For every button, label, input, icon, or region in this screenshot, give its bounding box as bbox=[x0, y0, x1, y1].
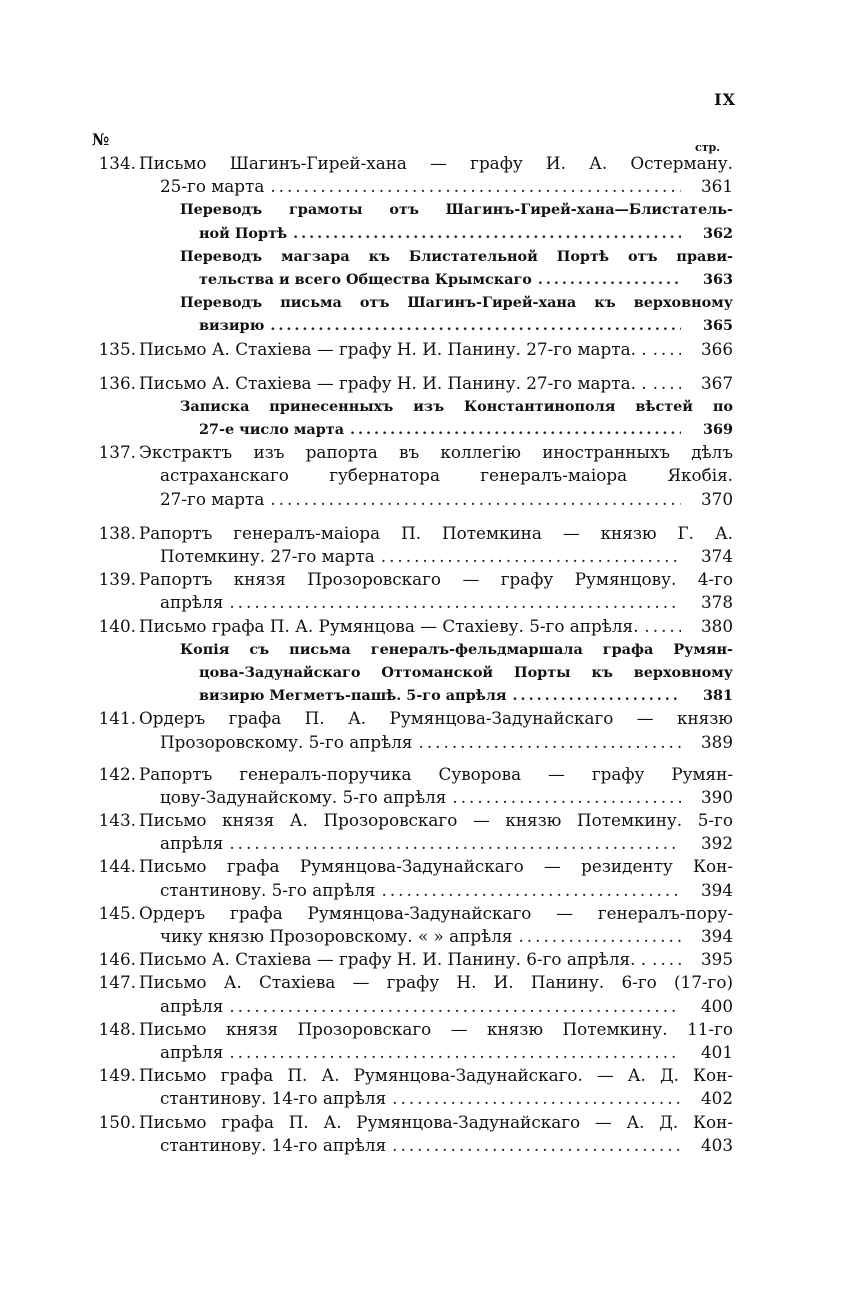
toc-entry bbox=[0, 615, 862, 638]
entry-number: 149. bbox=[98, 1065, 136, 1086]
page-number: 395 bbox=[700, 949, 733, 970]
dot-leader bbox=[229, 832, 681, 855]
toc-line bbox=[0, 1111, 862, 1134]
toc-entry bbox=[0, 948, 862, 971]
toc-subentry bbox=[0, 638, 862, 708]
entry-title-text: визирю Мегметъ-пашѣ. 5-го апрѣля bbox=[199, 687, 507, 705]
toc-line bbox=[0, 1087, 862, 1110]
toc-line bbox=[0, 418, 862, 441]
number-sign-header: № bbox=[92, 130, 110, 149]
toc-line bbox=[0, 464, 862, 487]
entry-title-leader-line bbox=[160, 545, 733, 568]
table-of-contents bbox=[0, 152, 862, 1157]
page-number: 361 bbox=[700, 176, 733, 197]
entry-title-leader-line bbox=[160, 488, 733, 511]
entry-title-text: Письмо Шагинъ-Гирей-хана — графу И. А. Остерману. bbox=[139, 153, 733, 173]
toc-subentry bbox=[0, 291, 862, 337]
entry-title-text: Письмо князя А. Прозоровскаго — князю Потемкину. 5-го bbox=[139, 810, 733, 831]
toc-line bbox=[0, 615, 862, 638]
entry-number: 146. bbox=[98, 949, 136, 970]
dot-leader bbox=[644, 615, 681, 638]
entry-number: 142. bbox=[98, 763, 136, 784]
page-number: 394 bbox=[700, 926, 733, 946]
entry-title-leader-line bbox=[160, 1041, 733, 1064]
entry-title-text: Потемкину. 27-го марта bbox=[160, 546, 375, 566]
entry-title-text: апрѣля bbox=[160, 1041, 224, 1062]
entry-title-text: ной Портѣ bbox=[199, 224, 288, 242]
entry-title-leader-line bbox=[139, 372, 733, 395]
page-number: 369 bbox=[702, 421, 733, 439]
dot-leader bbox=[653, 372, 681, 395]
toc-subentry bbox=[0, 395, 862, 441]
toc-entry bbox=[0, 763, 862, 809]
toc-line bbox=[0, 488, 862, 511]
toc-line bbox=[0, 832, 862, 855]
dot-leader bbox=[350, 418, 681, 441]
toc-line bbox=[0, 971, 862, 994]
entry-title-text: стантинову. 5-го апрѣля bbox=[160, 879, 376, 900]
entry-number: 150. bbox=[98, 1111, 136, 1132]
page-number: 363 bbox=[702, 270, 733, 288]
dot-leader bbox=[652, 948, 681, 971]
entry-title-text: Ордеръ графа П. А. Румянцова-Задунайскаго — князю bbox=[139, 708, 733, 729]
entry-number: 143. bbox=[98, 810, 136, 831]
entry-title-text: Письмо графа Румянцова-Задунайскаго — резиденту Кон- bbox=[139, 856, 733, 877]
entry-number: 145. bbox=[98, 902, 136, 923]
page-number: 389 bbox=[700, 731, 733, 752]
entry-title-leader-line bbox=[139, 948, 733, 971]
entry-title-text: Письмо графа П. А. Румянцова-Задунайскаго. — А. Д. Кон- bbox=[139, 1065, 733, 1086]
entry-title-leader-line bbox=[160, 1134, 733, 1157]
entry-number: 140. bbox=[98, 615, 136, 636]
entry-number: 148. bbox=[98, 1018, 136, 1039]
toc-line bbox=[0, 855, 862, 878]
page-number: 370 bbox=[700, 488, 733, 509]
entry-title-text: 27-е число марта bbox=[199, 421, 345, 439]
toc-line bbox=[0, 291, 862, 314]
entry-number: 144. bbox=[98, 856, 136, 877]
toc-line bbox=[0, 763, 862, 786]
toc-line bbox=[0, 995, 862, 1018]
toc-entry bbox=[0, 971, 862, 1017]
toc-line bbox=[0, 902, 862, 925]
dot-leader bbox=[392, 1134, 681, 1157]
entry-title-leader-line bbox=[160, 591, 733, 614]
entry-title-text: цова-Задунайскаго Оттоманской Порты къ верховному bbox=[199, 663, 733, 681]
entry-title-text: Письмо А. Стахіева — графу Н. И. Панину. 6-го апрѣля. . bbox=[139, 949, 647, 970]
entry-number: 141. bbox=[98, 708, 136, 729]
entry-title-text: Переводъ магзара къ Блистательной Портѣ отъ прави- bbox=[180, 247, 733, 265]
entry-number: 135. bbox=[98, 338, 136, 359]
entry-title-text: цову-Задунайскому. 5-го апрѣля bbox=[160, 786, 447, 807]
entry-title-text: апрѣля bbox=[160, 833, 224, 854]
toc-line bbox=[0, 925, 862, 948]
dot-leader bbox=[382, 879, 682, 902]
toc-subentry bbox=[0, 245, 862, 291]
toc-line bbox=[0, 395, 862, 418]
entry-title-text: Переводъ письма отъ Шагинъ-Гирей-хана къ верховному bbox=[180, 294, 733, 312]
entry-title-leader-line bbox=[160, 879, 733, 902]
toc-entry bbox=[0, 1111, 862, 1157]
toc-line bbox=[0, 1064, 862, 1087]
dot-leader bbox=[419, 731, 682, 754]
page-column-label: стр. bbox=[695, 141, 721, 154]
entry-title-text: Письмо графа П. А. Румянцова — Стахіеву. 5-го апрѣля. bbox=[139, 615, 639, 636]
toc-line bbox=[0, 879, 862, 902]
entry-number: 134. bbox=[98, 153, 136, 173]
toc-line bbox=[0, 707, 862, 730]
toc-entry bbox=[0, 372, 862, 395]
dot-leader bbox=[270, 488, 681, 511]
toc-line bbox=[0, 245, 862, 268]
entry-title-leader-line bbox=[199, 684, 733, 707]
page-number: 366 bbox=[700, 338, 733, 359]
entry-title-leader-line bbox=[160, 731, 733, 754]
page-number: 380 bbox=[700, 615, 733, 636]
toc-entry bbox=[0, 707, 862, 753]
toc-line bbox=[0, 545, 862, 568]
toc-line bbox=[0, 152, 862, 175]
entry-title-leader-line bbox=[160, 925, 733, 948]
page-number: 378 bbox=[700, 592, 733, 613]
page-number: 362 bbox=[702, 224, 733, 242]
entry-title-leader-line bbox=[160, 175, 733, 198]
entry-title-text: визирю bbox=[199, 317, 265, 335]
page-number: 367 bbox=[700, 372, 733, 393]
entry-title-text: Письмо графа П. А. Румянцова-Задунайскаго — А. Д. Кон- bbox=[139, 1111, 733, 1132]
entry-title-text: Записка принесенныхъ изъ Константинополя вѣстей по bbox=[180, 397, 733, 415]
page-number: 390 bbox=[700, 786, 733, 807]
entry-title-leader-line bbox=[199, 314, 733, 337]
toc-entry bbox=[0, 522, 862, 568]
entry-title-text: стантинову. 14-го апрѣля bbox=[160, 1088, 387, 1109]
page-number: 381 bbox=[702, 687, 733, 705]
toc-line bbox=[0, 268, 862, 291]
entry-title-text: Письмо А. Стахіева — графу Н. И. Панину. 6-го (17-го) bbox=[139, 972, 733, 993]
toc-line bbox=[0, 314, 862, 337]
entry-title-text: Переводъ грамоты отъ Шагинъ-Гирей-хана—Блистатель- bbox=[180, 201, 733, 219]
toc-line bbox=[0, 1041, 862, 1064]
page-number-roman: IX bbox=[714, 90, 736, 109]
page-number: 402 bbox=[700, 1088, 733, 1109]
entry-number: 147. bbox=[98, 972, 136, 993]
dot-leader bbox=[229, 591, 681, 614]
toc-line bbox=[0, 522, 862, 545]
toc-line bbox=[0, 1018, 862, 1041]
toc-entry bbox=[0, 809, 862, 855]
entry-title-text: Рапортъ генералъ-поручика Суворова — графу Румян- bbox=[139, 763, 733, 784]
entry-title-leader-line bbox=[160, 786, 733, 809]
toc-line bbox=[0, 661, 862, 684]
toc-line bbox=[0, 591, 862, 614]
dot-leader bbox=[653, 338, 681, 361]
toc-entry bbox=[0, 152, 862, 198]
entry-title-leader-line bbox=[139, 615, 733, 638]
entry-title-text: Рапортъ князя Прозоровскаго — графу Румянцову. 4-го bbox=[139, 569, 733, 590]
entry-title-leader-line bbox=[199, 268, 733, 291]
entry-number: 137. bbox=[98, 442, 136, 463]
toc-line bbox=[0, 684, 862, 707]
toc-line bbox=[0, 372, 862, 395]
page-number: 400 bbox=[700, 995, 733, 1016]
entry-title-text: Копія съ письма генералъ-фельдмаршала графа Румян- bbox=[180, 640, 733, 658]
entry-title-leader-line bbox=[160, 1087, 733, 1110]
toc-line bbox=[0, 786, 862, 809]
dot-leader bbox=[518, 925, 681, 948]
entry-title-text: Экстрактъ изъ рапорта въ коллегію иностранныхъ дѣлъ bbox=[139, 442, 733, 463]
page-number: 403 bbox=[700, 1134, 733, 1155]
dot-leader bbox=[270, 314, 681, 337]
toc-line bbox=[0, 1134, 862, 1157]
toc-entry bbox=[0, 568, 862, 614]
page-number: 394 bbox=[700, 879, 733, 900]
toc-line bbox=[0, 731, 862, 754]
entry-title-text: стантинову. 14-го апрѣля bbox=[160, 1134, 387, 1155]
entry-title-text: 27-го марта bbox=[160, 488, 265, 509]
toc-line bbox=[0, 809, 862, 832]
page-number: 365 bbox=[702, 317, 733, 335]
dot-leader bbox=[513, 684, 681, 707]
entry-title-text: Прозоровскому. 5-го апрѣля bbox=[160, 731, 413, 752]
entry-title-text: 25-го марта bbox=[160, 176, 265, 197]
entry-title-text: Письмо князя Прозоровскаго — князю Потемкину. 11-го bbox=[139, 1018, 733, 1039]
dot-leader bbox=[229, 995, 681, 1018]
entry-title-leader-line bbox=[199, 222, 733, 245]
toc-subentry bbox=[0, 198, 862, 244]
toc-entry bbox=[0, 1064, 862, 1110]
entry-title-leader-line bbox=[199, 418, 733, 441]
entry-title-text: астраханскаго губернатора генералъ-маіора Якобія. bbox=[160, 465, 733, 486]
entry-title-text: тельства и всего Общества Крымскаго bbox=[199, 270, 532, 288]
entry-title-text: Рапортъ генералъ-маіора П. Потемкина — князю Г. А. bbox=[139, 522, 733, 543]
entry-title-text: апрѣля bbox=[160, 995, 224, 1016]
entry-title-text: Письмо А. Стахіева — графу Н. И. Панину. 27-го марта. . bbox=[139, 338, 647, 359]
dot-leader bbox=[381, 545, 681, 568]
toc-entry bbox=[0, 902, 862, 948]
toc-entry bbox=[0, 1018, 862, 1064]
dot-leader bbox=[270, 175, 681, 198]
toc-entry bbox=[0, 441, 862, 511]
entry-number: 136. bbox=[98, 372, 136, 393]
toc-line bbox=[0, 568, 862, 591]
toc-line bbox=[0, 198, 862, 221]
toc-line bbox=[0, 175, 862, 198]
entry-title-text: чику князю Прозоровскому. « » апрѣля bbox=[160, 926, 513, 946]
entry-title-text: апрѣля bbox=[160, 592, 224, 613]
toc-line bbox=[0, 441, 862, 464]
toc-line bbox=[0, 338, 862, 361]
page-number: 374 bbox=[700, 546, 733, 566]
dot-leader bbox=[293, 222, 681, 245]
dot-leader bbox=[452, 786, 681, 809]
entry-title-leader-line bbox=[160, 832, 733, 855]
entry-title-leader-line bbox=[139, 338, 733, 361]
entry-number: 139. bbox=[98, 569, 136, 590]
toc-line bbox=[0, 638, 862, 661]
entry-number: 138. bbox=[98, 522, 136, 543]
page-number: 392 bbox=[700, 833, 733, 854]
dot-leader bbox=[229, 1041, 681, 1064]
toc-entry bbox=[0, 855, 862, 901]
toc-line bbox=[0, 222, 862, 245]
entry-title-text: Ордеръ графа Румянцова-Задунайскаго — генералъ-пору- bbox=[139, 902, 733, 923]
page-number: 401 bbox=[700, 1041, 733, 1062]
entry-title-leader-line bbox=[160, 995, 733, 1018]
dot-leader bbox=[538, 268, 681, 291]
dot-leader bbox=[392, 1087, 681, 1110]
entry-title-text: Письмо А. Стахіева — графу Н. И. Панину. 27-го марта. . bbox=[139, 372, 647, 393]
toc-line bbox=[0, 948, 862, 971]
toc-entry bbox=[0, 338, 862, 361]
